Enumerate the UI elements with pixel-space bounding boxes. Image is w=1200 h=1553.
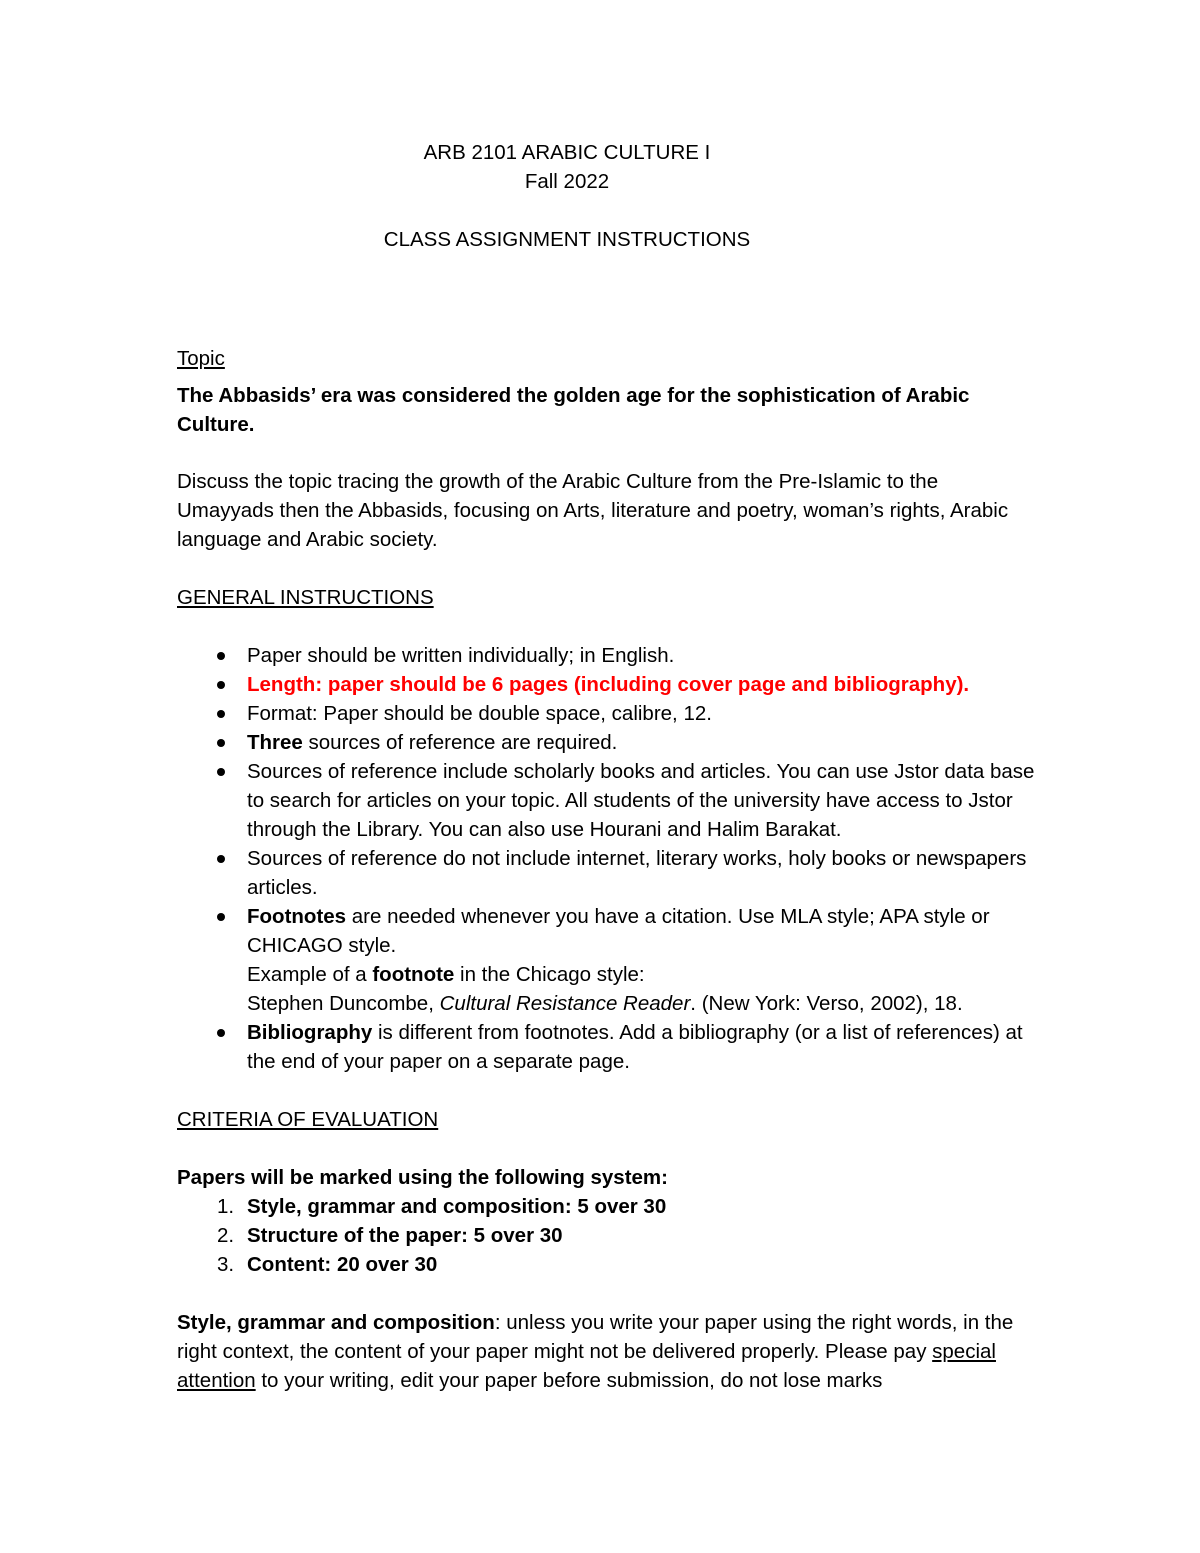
topic-statement: The Abbasids’ era was considered the golden age for the sophistication of Arabic Culture. bbox=[177, 384, 970, 436]
document-body bbox=[177, 138, 1037, 1395]
list-item-text: sources of reference are required. bbox=[302, 731, 618, 754]
list-item-emphasis: Bibliography bbox=[247, 1021, 373, 1044]
list-item-emphasis: Footnotes bbox=[247, 905, 347, 928]
length-requirement: Length: paper should be 6 pages (including cover page and bibliography). bbox=[247, 673, 970, 696]
list-item bbox=[177, 699, 1037, 728]
general-instructions-heading: GENERAL INSTRUCTIONS bbox=[177, 586, 434, 609]
style-section-text: : unless you write your paper using the right words, in the right context, the content of your paper might not be delivered properly. Please pay bbox=[177, 1311, 1014, 1363]
citation-title: Cultural Resistance Reader bbox=[439, 992, 691, 1015]
example-text: Example of a bbox=[247, 963, 373, 986]
example-text: in the Chicago style: bbox=[454, 963, 645, 986]
bullet-icon bbox=[217, 710, 225, 718]
topic-heading: Topic bbox=[177, 347, 225, 370]
list-item bbox=[177, 670, 1037, 699]
list-item-text: Sources of reference do not include internet, literary works, holy books or newspapers articles. bbox=[247, 847, 1027, 899]
bullet-icon bbox=[217, 913, 225, 921]
criteria-text: Structure of the paper: 5 over 30 bbox=[247, 1224, 563, 1247]
list-item-text: is different from footnotes. Add a bibliography (or a list of references) at the end of your paper on a separate page. bbox=[247, 1021, 1023, 1073]
criteria-item bbox=[177, 1250, 1037, 1279]
citation-details: . (New York: Verso, 2002), 18. bbox=[690, 992, 963, 1015]
criteria-number: 1. bbox=[217, 1195, 235, 1218]
list-item bbox=[177, 728, 1037, 757]
bullet-icon bbox=[217, 681, 225, 689]
list-item bbox=[177, 641, 1037, 670]
bullet-icon bbox=[217, 652, 225, 660]
topic-prompt: Discuss the topic tracing the growth of the Arabic Culture from the Pre-Islamic to the Umayyads then the Abbasids, focusing on Arts, literature and poetry, woman’s rights, Arabic language and Arabic society. bbox=[177, 470, 1009, 551]
criteria-number: 2. bbox=[217, 1224, 235, 1247]
criteria-heading: CRITERIA OF EVALUATION bbox=[177, 1108, 439, 1131]
term: Fall 2022 bbox=[524, 170, 610, 193]
citation-author: Stephen Duncombe, bbox=[247, 992, 440, 1015]
document-title: CLASS ASSIGNMENT INSTRUCTIONS bbox=[383, 228, 751, 251]
criteria-number: 3. bbox=[217, 1253, 235, 1276]
criteria-text: Style, grammar and composition: 5 over 30 bbox=[247, 1195, 667, 1218]
list-item-emphasis: Three bbox=[247, 731, 303, 754]
criteria-item bbox=[177, 1192, 1037, 1221]
example-emphasis: footnote bbox=[372, 963, 455, 986]
criteria-text: Content: 20 over 30 bbox=[247, 1253, 438, 1276]
style-section-text: to your writing, edit your paper before submission, do not lose marks bbox=[255, 1369, 883, 1392]
style-section-emphasis: special attention bbox=[177, 1340, 996, 1392]
list-item-text: Sources of reference include scholarly books and articles. You can use Jstor data base to search for articles on your topic. All students of the university have access to Jstor through the Library. You can also use Hourani and Halim Barakat. bbox=[247, 760, 1035, 841]
list-item bbox=[177, 844, 1037, 902]
list-item bbox=[177, 1018, 1037, 1076]
bullet-icon bbox=[217, 768, 225, 776]
style-section-lead: Style, grammar and composition bbox=[177, 1311, 495, 1334]
bullet-icon bbox=[217, 1029, 225, 1037]
criteria-item bbox=[177, 1221, 1037, 1250]
bullet-icon bbox=[217, 855, 225, 863]
list-item bbox=[177, 902, 1037, 1018]
list-item bbox=[177, 757, 1037, 844]
list-item-text: Paper should be written individually; in English. bbox=[247, 644, 675, 667]
list-item-text: are needed whenever you have a citation. Use MLA style; APA style or CHICAGO style. bbox=[247, 905, 990, 957]
criteria-list bbox=[177, 1192, 1037, 1279]
list-item-text: Format: Paper should be double space, calibre, 12. bbox=[247, 702, 712, 725]
bullet-icon bbox=[217, 739, 225, 747]
criteria-intro: Papers will be marked using the following system: bbox=[177, 1166, 668, 1189]
general-instructions-list bbox=[177, 641, 1037, 1076]
style-section-paragraph bbox=[177, 1308, 1037, 1395]
course-title: ARB 2101 ARABIC CULTURE I bbox=[423, 141, 711, 164]
